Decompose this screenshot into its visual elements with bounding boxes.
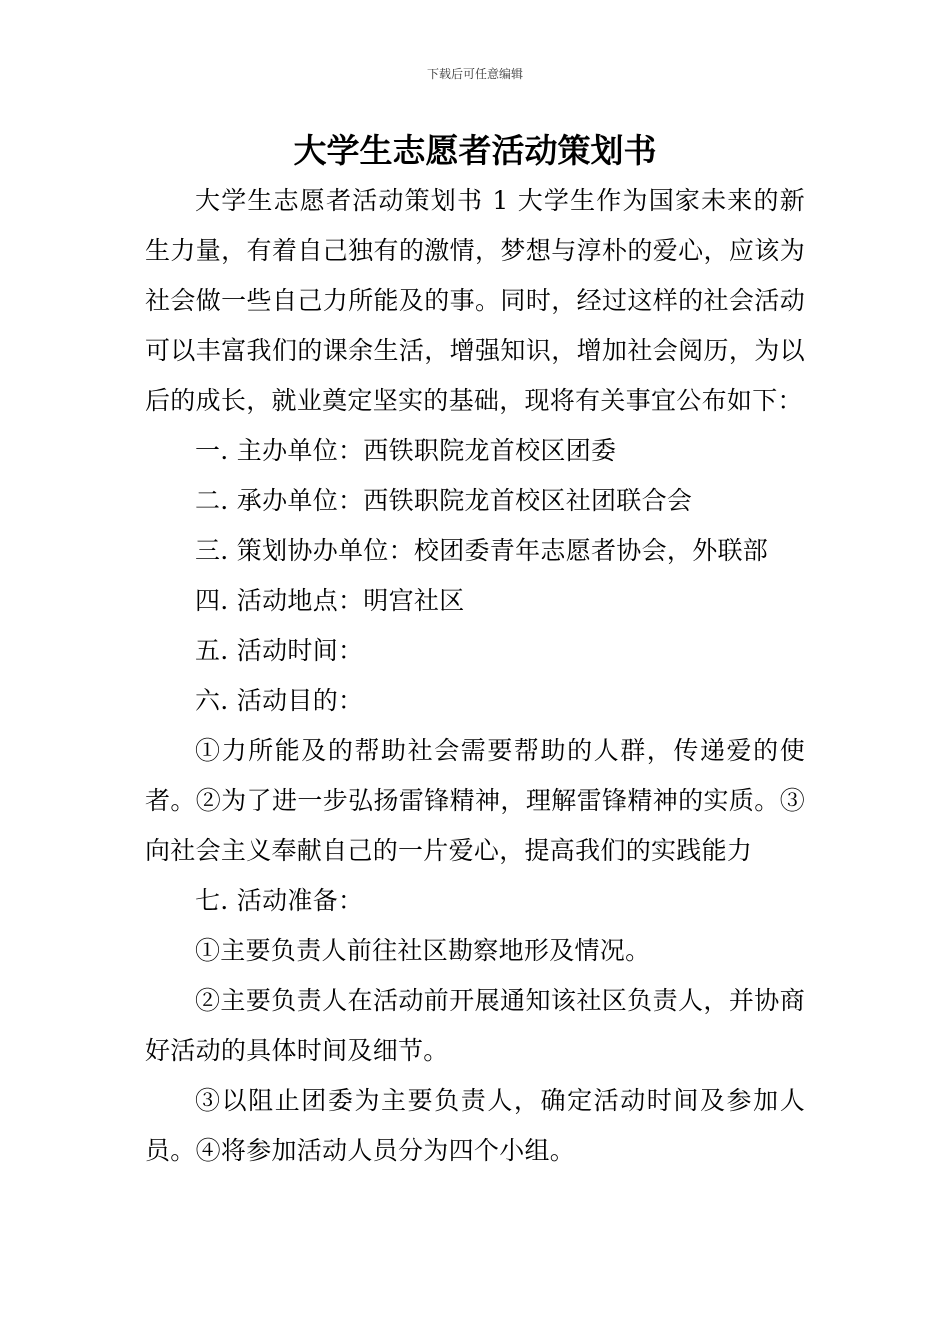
paragraph-location: 四. 活动地点：明宫社区: [195, 586, 465, 615]
intro-paragraph: 大学生志愿者活动策划书 1 大学生作为国家未来的新生力量，有着自己独有的激情，梦想与淳朴的爱心，应该为社会做一些自己力所能及的事。同时，经过这样的社会活动可以丰富我们的课余生活，增强知识，增加社会阅历，为以后的成长，就业奠定坚实的基础，现将有关事宜公布如下：: [145, 186, 805, 415]
paragraph-co-organizer: 三. 策划协办单位：校团委青年志愿者协会，外联部: [195, 536, 769, 565]
paragraph-preparation-item-1: ①主要负责人前往社区勘察地形及情况。: [195, 936, 651, 965]
page-header-note: 下载后可任意编辑: [426, 67, 523, 81]
paragraph-preparation-item-2: ②主要负责人在活动前开展通知该社区负责人，并协商好活动的具体时间及细节。: [145, 986, 805, 1065]
document-title: 大学生志愿者活动策划书: [293, 131, 657, 170]
paragraph-preparation-heading: 七. 活动准备：: [195, 886, 364, 915]
paragraph-purpose-items: ①力所能及的帮助社会需要帮助的人群，传递爱的使者。②为了进一步弘扬雷锋精神，理解雷锋精神的实质。③向社会主义奉献自己的一片爱心，提高我们的实践能力: [145, 736, 805, 865]
paragraph-preparation-item-3: ③以阻止团委为主要负责人，确定活动时间及参加人员。④将参加活动人员分为四个小组。: [145, 1086, 805, 1165]
paragraph-time: 五. 活动时间：: [195, 636, 364, 665]
paragraph-organizer: 一. 主办单位：西铁职院龙首校区团委: [195, 436, 617, 465]
document-body: [145, 176, 805, 1176]
paragraph-purpose-heading: 六. 活动目的：: [195, 686, 364, 715]
paragraph-host: 二. 承办单位：西铁职院龙首校区社团联合会: [195, 486, 693, 515]
